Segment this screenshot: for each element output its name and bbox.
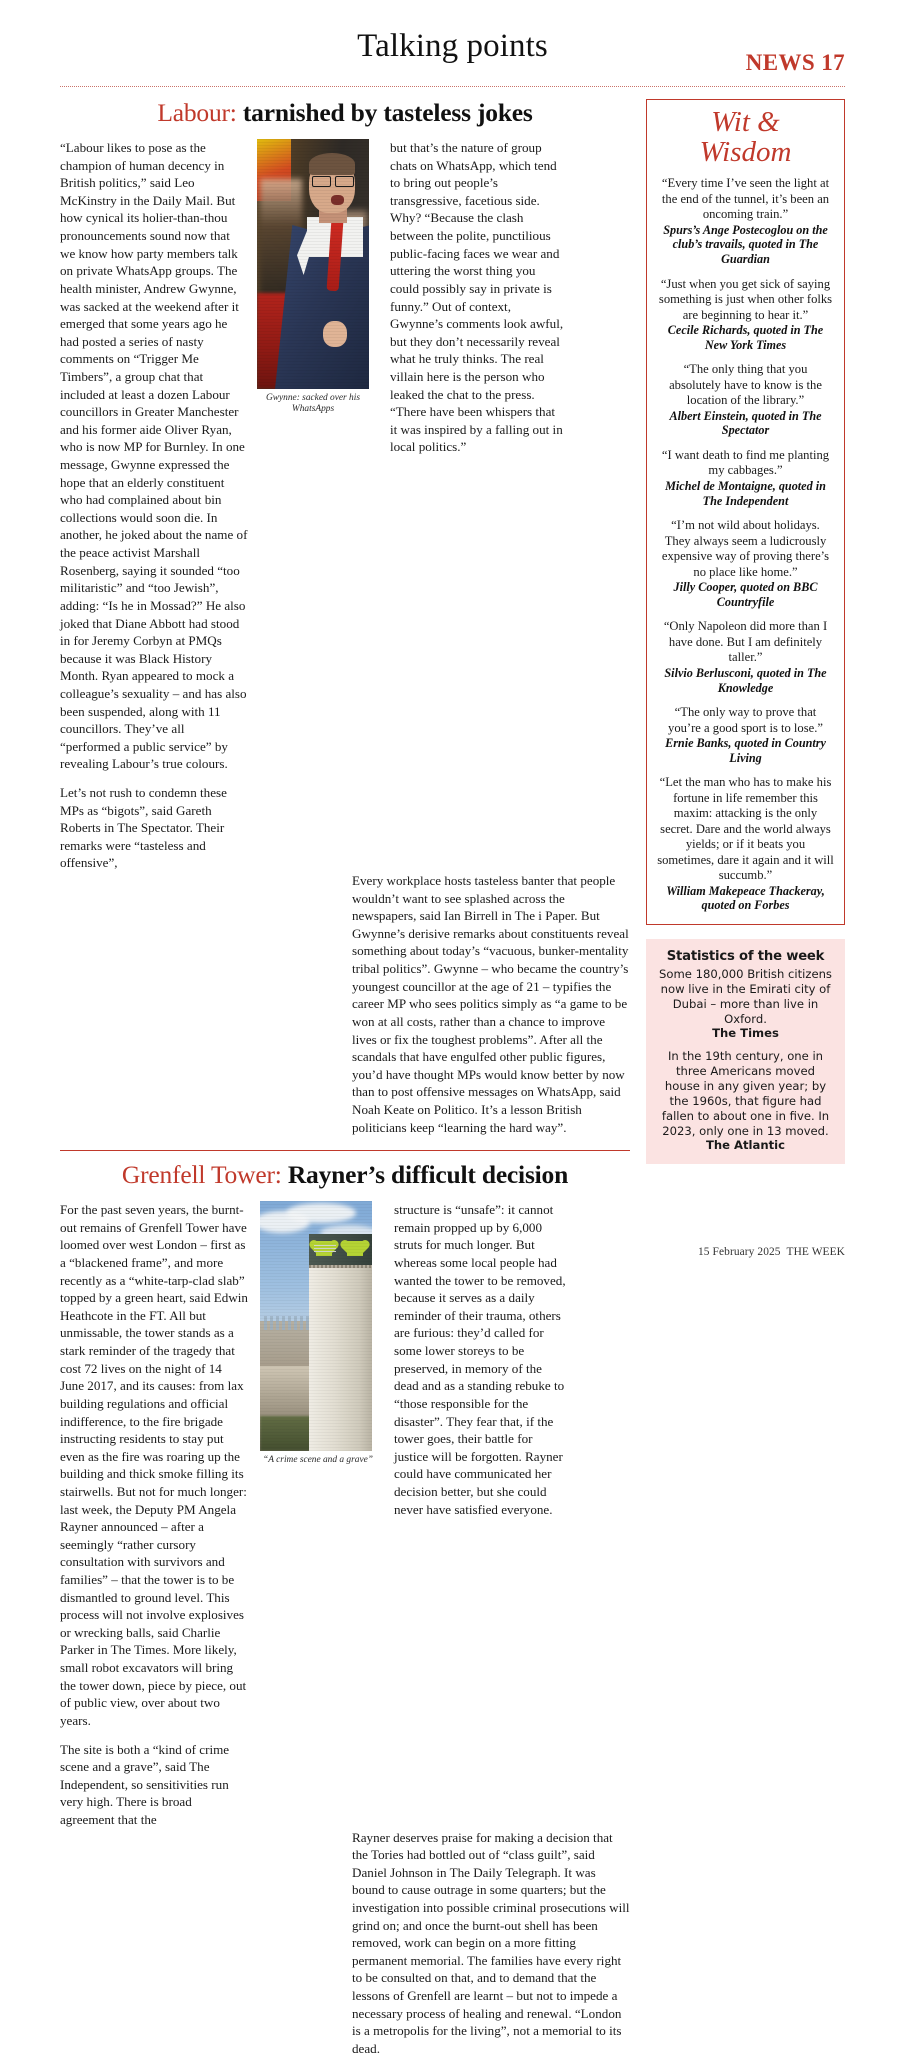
quote-text: “Just when you get sick of saying something is just when other folks are beginning to hear it.” (658, 276, 833, 322)
quote-item (657, 518, 834, 609)
quote-list (657, 176, 834, 913)
article-grenfell-col-right (382, 1201, 566, 1828)
grenfell-photo (260, 1201, 372, 1451)
quote-text: “The only thing that you absolutely have to know is the location of the library.” (669, 362, 822, 408)
footer-date: 15 February 2025 (698, 1246, 781, 1258)
article-grenfell-col-left (60, 1201, 248, 1828)
article-labour (60, 99, 630, 1136)
footer-publication: THE WEEK (786, 1246, 845, 1258)
article-labour-para-4: Every workplace hosts tasteless banter that people wouldn’t want to see splashed across the newspapers, said Ian Birrell in The i Paper. But Gwynne’s derisive remarks about constituents reveal something about today’s “vacuous, bunker-mentality tribal politics”. Gwynne – who became the country’s youngest councillor at the age of 21 – typifies the career MP who sees politics simply as “a game to be won at all costs, rather than a chance to improve lives or fix the toughest problems”. After all the scandals that have engulfed other public figures, you’d have thought MPs would know better by now than to post offensive messages on WhatsApp, said Noah Keate on Politico. It’s a lesson British politicians keep “learning the hard way”. (352, 873, 629, 1135)
article-labour-bottom-block (60, 872, 630, 1136)
quote-item (657, 362, 834, 438)
quote-item (657, 448, 834, 508)
article-grenfell-para-4: Rayner deserves praise for making a decision that the Tories had bottled out of “class guilt”, said Daniel Johnson in The Daily Telegraph. It was bound to cause outrage in some quarters; but the investigation into possible criminal prosecutions will grind on; and once the burnt-out shell has been removed, work can begin on a more fitting permanent memorial. The families have every right to be consulted on that, and to demand that the lessons of Grenfell are learnt – but not to impede a necessary process of healing and renewal. “London is a metropolis for the living”, not a memorial to its dead. (352, 1829, 630, 2056)
quote-attribution: Ernie Banks, quoted in Country Living (665, 736, 826, 765)
article-grenfell-kicker: Grenfell Tower: (121, 1160, 282, 1190)
statistic-item (657, 1049, 834, 1152)
statistic-text: Some 180,000 British citizens now live in the Emirati city of Dubai – more than live in Oxford. (659, 967, 832, 1026)
quote-attribution: William Makepeace Thackeray, quoted on Forbes (666, 883, 825, 913)
quote-attribution: Cecile Richards, quoted in The New York Times (667, 322, 824, 352)
quote-text: “Every time I’ve seen the light at the end of the tunnel, it’s been an oncoming train.” (661, 176, 830, 222)
statistic-text: In the 19th century, one in three Americans moved house in any given year; by the 1960s, that figure had fallen to about one in five. In 2023, only one in 13 moved. (661, 1049, 830, 1138)
section-label (746, 50, 845, 76)
article-grenfell-top-block (60, 1201, 630, 1828)
article-grenfell-photo-block (248, 1201, 382, 1828)
sidebar-column (646, 99, 845, 1249)
article-grenfell (60, 1161, 630, 2057)
wit-and-wisdom-box (646, 99, 845, 925)
page-title: Talking points (357, 28, 548, 64)
article-grenfell-para-3: structure is “unsafe”: it cannot remain propped up by 6,000 struts for much longer. But whereas some local people had wanted the tower to be removed, because it serves as a daily reminder of their trauma, others are furious: they’d called for some lower storeys to be preserved, in memory of the dead and as a standing rebuke to “those responsible for the disaster”. They fear that, if the tower goes, their battle for justice will be forgotten. Rayner could have communicated her decision better, but she could never have satisfied everyone. (394, 1202, 566, 1517)
article-labour-col-left (60, 139, 248, 872)
wit-title-line-1: Wit & (711, 106, 780, 138)
article-labour-headline-text: tarnished by tasteless jokes (242, 98, 533, 127)
page-number: 17 (821, 50, 845, 75)
article-labour-kicker: Labour: (157, 98, 237, 127)
quote-text: “I want death to find me planting my cabbages.” (661, 448, 830, 478)
masthead-divider (60, 86, 845, 87)
page-footer (698, 1246, 845, 1258)
quote-text: “I’m not wild about holidays. They always seem a ludicrously expensive way of proving there’s no place like home.” (661, 518, 830, 579)
quote-attribution: Spurs’s Ange Postecoglou on the club’s travails, quoted in The Guardian (663, 222, 828, 266)
quote-item (657, 705, 834, 765)
article-grenfell-bottom-left (60, 1829, 352, 2057)
article-divider (60, 1150, 630, 1151)
statistics-title: Statistics of the week (666, 949, 825, 965)
article-grenfell-para-1: For the past seven years, the burnt-out remains of Grenfell Tower have loomed over west London – first as a “blackened frame”, and more recently as a “white-tarp-clad slab” topped by a green heart, said Edwin Heathcote in the FT. All but unmissable, the tower stands as a stark reminder of the tragedy that cost 72 lives on the night of 14 June 2017, and its causes: from lax building regulations and official indifference, to the fire brigade instructing residents to stay put even as the fire was roaring up the building and thick smoke filling its stairwells. But not for much longer: last week, the Deputy PM Angela Rayner announced – after a seemingly “rather cursory consultation with survivors and families” – that the tower is to be dismantled to ground level. This process will not involve explosives or wrecking balls, said Charlie Parker in The Times. More likely, small robot excavators will bring the tower down, piece by piece, out of public view, over about two years. (60, 1202, 248, 1728)
quote-text: “Let the man who has to make his fortune in life remember this maxim: attacking is the only secret. Dare and the world always yields; or if it beats you sometimes, dare it again and it will succumb.” (657, 775, 834, 883)
quote-attribution: Silvio Berlusconi, quoted in The Knowledge (664, 665, 827, 695)
quote-attribution: Albert Einstein, quoted in The Spectator (669, 408, 822, 438)
quote-item (657, 277, 834, 353)
section-name: NEWS (745, 50, 816, 75)
quote-item (657, 775, 834, 913)
gwynne-photo-caption: Gwynne: sacked over his WhatsApps (266, 393, 360, 415)
article-grenfell-bottom-right (352, 1829, 630, 2057)
wit-title-line-2: Wisdom (699, 135, 792, 168)
article-grenfell-headline (60, 1161, 630, 1189)
article-labour-para-2: Let’s not rush to condemn these MPs as “bigots”, said Gareth Roberts in The Spectator. Their remarks were “tasteless and offensive”, (60, 784, 227, 871)
photo-grain-overlay-2 (260, 1201, 372, 1451)
article-labour-top-block (60, 139, 630, 872)
article-labour-para-3: but that’s the nature of group chats on WhatsApp, which tend to bring out people’s transgressive, facetious side. Why? “Because the clash between the polite, punctilious public-facing faces we wear and uttering the worst thing you could possibly say in private is funny.” Out of context, Gwynne’s comments look awful, but they don’t necessarily reveal what he truly thinks. The real villain here is the person who leaked the chat to the press. “There have been whispers that it was inspired by a falling out in local politics.” (390, 140, 564, 455)
quote-attribution: Jilly Cooper, quoted on BBC Countryfile (673, 580, 818, 609)
quote-item (657, 176, 834, 266)
article-labour-headline (60, 99, 630, 127)
statistics-of-the-week-box (646, 939, 845, 1164)
main-content-column (60, 98, 646, 2056)
quote-text: “Only Napoleon did more than I have done. But I am definitely taller.” (663, 619, 828, 665)
article-grenfell-bottom-block (60, 1829, 630, 2057)
statistics-list (657, 967, 834, 1152)
page-masthead (60, 28, 845, 80)
article-grenfell-para-2: The site is both a “kind of crime scene and a grave”, said The Independent, so sensitivities run very high. There is broad agreement that the (60, 1741, 230, 1827)
article-labour-col-right (378, 139, 564, 872)
quote-attribution: Michel de Montaigne, quoted in The Independent (665, 478, 826, 508)
article-labour-bottom-right (352, 872, 630, 1136)
grenfell-photo-caption: “A crime scene and a grave” (263, 1455, 373, 1466)
article-labour-bottom-left (60, 872, 352, 1136)
quote-text: “The only way to prove that you’re a good sport is to lose.” (668, 705, 823, 735)
statistic-source: The Times (712, 1026, 779, 1041)
wit-and-wisdom-title (657, 108, 834, 167)
quote-item (657, 619, 834, 695)
gwynne-photo (257, 139, 369, 389)
article-grenfell-headline-text: Rayner’s difficult decision (287, 1160, 569, 1190)
article-labour-photo-block (248, 139, 378, 872)
statistic-item (657, 967, 834, 1040)
photo-grain-overlay (257, 139, 369, 389)
statistic-source: The Atlantic (705, 1138, 786, 1153)
article-labour-para-1: “Labour likes to pose as the champion of human decency in British politics,” said Leo McKinstry in the Daily Mail. But how cynical its holier-than-thou pronouncements sound now that we know how party members talk on private WhatsApp groups. The health minister, Andrew Gwynne, was sacked at the weekend after it emerged that some years ago he had posted a series of nasty comments on “Trigger Me Timbers”, a group chat that included at least a dozen Labour councillors in Greater Manchester and his former aide Oliver Ryan, who is now MP for Burnley. In one message, Gwynne expressed the hope that an elderly constituent who had complained about bin collections would soon die. In another, he joked about the name of the peace activist Marshall Rosenberg, saying it sounded “too militaristic” and “too Jewish”, adding: “Is he in Mossad?” He also joked that Diane Abbott had stood in for Jeremy Corbyn at PMQs because it was Black History Month. Ryan appeared to mock a colleague’s sexuality – and has also been suspended, along with 11 councillors. They’ve all “performed a public service” by revealing Labour’s true colours. (60, 140, 248, 772)
